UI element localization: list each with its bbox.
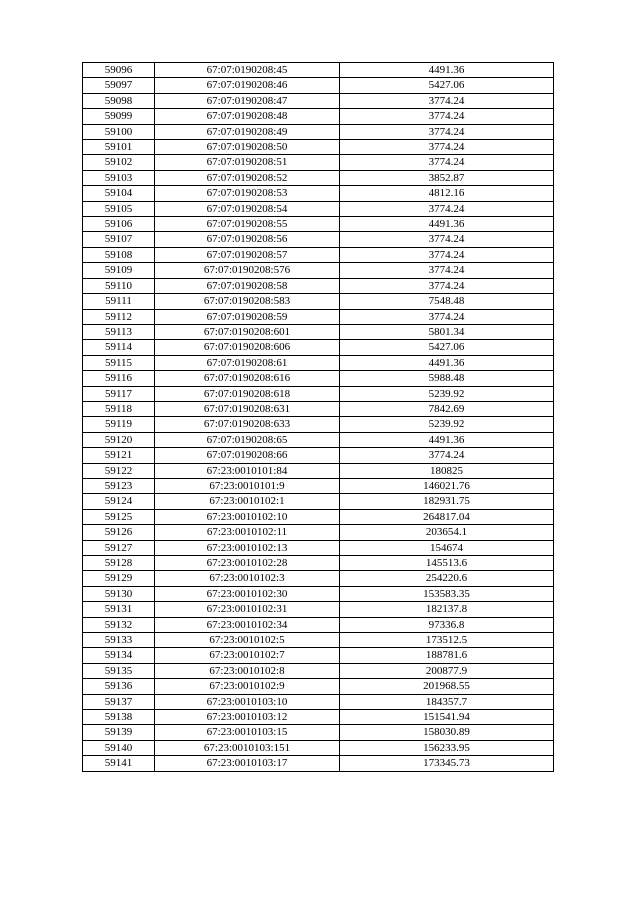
value-cell: 3774.24 bbox=[340, 140, 554, 155]
value-cell: 145513.6 bbox=[340, 556, 554, 571]
value-cell: 154674 bbox=[340, 540, 554, 555]
value-cell: 3774.24 bbox=[340, 278, 554, 293]
cadastral-number-cell: 67:07:0190208:583 bbox=[155, 294, 340, 309]
table-row bbox=[83, 525, 554, 540]
table-row bbox=[83, 324, 554, 339]
row-number-cell: 59105 bbox=[83, 201, 155, 216]
row-number-cell: 59108 bbox=[83, 247, 155, 262]
table-row bbox=[83, 63, 554, 78]
row-number-cell: 59118 bbox=[83, 401, 155, 416]
cadastral-number-cell: 67:23:0010102:11 bbox=[155, 525, 340, 540]
cadastral-number-cell: 67:23:0010102:34 bbox=[155, 617, 340, 632]
table-row bbox=[83, 710, 554, 725]
table-row bbox=[83, 309, 554, 324]
cadastral-number-cell: 67:23:0010103:12 bbox=[155, 710, 340, 725]
row-number-cell: 59115 bbox=[83, 355, 155, 370]
row-number-cell: 59141 bbox=[83, 756, 155, 771]
cadastral-number-cell: 67:23:0010102:13 bbox=[155, 540, 340, 555]
row-number-cell: 59102 bbox=[83, 155, 155, 170]
table-row bbox=[83, 586, 554, 601]
row-number-cell: 59119 bbox=[83, 417, 155, 432]
table-row bbox=[83, 432, 554, 447]
table-row bbox=[83, 401, 554, 416]
row-number-cell: 59103 bbox=[83, 170, 155, 185]
row-number-cell: 59097 bbox=[83, 78, 155, 93]
table-row bbox=[83, 355, 554, 370]
value-cell: 173512.5 bbox=[340, 633, 554, 648]
row-number-cell: 59106 bbox=[83, 217, 155, 232]
row-number-cell: 59140 bbox=[83, 740, 155, 755]
value-cell: 201968.55 bbox=[340, 679, 554, 694]
table-row bbox=[83, 217, 554, 232]
table-row bbox=[83, 663, 554, 678]
row-number-cell: 59127 bbox=[83, 540, 155, 555]
row-number-cell: 59133 bbox=[83, 633, 155, 648]
value-cell: 3852.87 bbox=[340, 170, 554, 185]
table-row bbox=[83, 540, 554, 555]
value-cell: 3774.24 bbox=[340, 247, 554, 262]
table-row bbox=[83, 571, 554, 586]
table-row bbox=[83, 725, 554, 740]
row-number-cell: 59109 bbox=[83, 263, 155, 278]
value-cell: 151541.94 bbox=[340, 710, 554, 725]
table-row bbox=[83, 494, 554, 509]
row-number-cell: 59123 bbox=[83, 478, 155, 493]
cadastral-number-cell: 67:07:0190208:54 bbox=[155, 201, 340, 216]
row-number-cell: 59138 bbox=[83, 710, 155, 725]
cadastral-number-cell: 67:07:0190208:55 bbox=[155, 217, 340, 232]
cadastral-number-cell: 67:23:0010102:7 bbox=[155, 648, 340, 663]
value-cell: 7842.69 bbox=[340, 401, 554, 416]
table-body bbox=[83, 63, 554, 772]
value-cell: 3774.24 bbox=[340, 309, 554, 324]
cadastral-number-cell: 67:07:0190208:616 bbox=[155, 371, 340, 386]
value-cell: 3774.24 bbox=[340, 263, 554, 278]
cadastral-number-cell: 67:07:0190208:606 bbox=[155, 340, 340, 355]
table-row bbox=[83, 170, 554, 185]
row-number-cell: 59113 bbox=[83, 324, 155, 339]
value-cell: 3774.24 bbox=[340, 201, 554, 216]
table-row bbox=[83, 93, 554, 108]
value-cell: 5988.48 bbox=[340, 371, 554, 386]
table-row bbox=[83, 448, 554, 463]
table-row bbox=[83, 78, 554, 93]
cadastral-number-cell: 67:07:0190208:52 bbox=[155, 170, 340, 185]
value-cell: 5801.34 bbox=[340, 324, 554, 339]
row-number-cell: 59107 bbox=[83, 232, 155, 247]
table-row bbox=[83, 417, 554, 432]
value-cell: 4491.36 bbox=[340, 217, 554, 232]
table-row bbox=[83, 694, 554, 709]
value-cell: 4812.16 bbox=[340, 186, 554, 201]
cadastral-number-cell: 67:23:0010101:84 bbox=[155, 463, 340, 478]
cadastral-number-cell: 67:23:0010102:5 bbox=[155, 633, 340, 648]
cadastral-number-cell: 67:23:0010102:31 bbox=[155, 602, 340, 617]
table-row bbox=[83, 278, 554, 293]
row-number-cell: 59129 bbox=[83, 571, 155, 586]
row-number-cell: 59111 bbox=[83, 294, 155, 309]
value-cell: 153583.35 bbox=[340, 586, 554, 601]
table-row bbox=[83, 186, 554, 201]
table-row bbox=[83, 756, 554, 771]
table-row bbox=[83, 247, 554, 262]
row-number-cell: 59116 bbox=[83, 371, 155, 386]
cadastral-number-cell: 67:07:0190208:50 bbox=[155, 140, 340, 155]
row-number-cell: 59112 bbox=[83, 309, 155, 324]
value-cell: 173345.73 bbox=[340, 756, 554, 771]
row-number-cell: 59121 bbox=[83, 448, 155, 463]
row-number-cell: 59120 bbox=[83, 432, 155, 447]
value-cell: 5427.06 bbox=[340, 78, 554, 93]
cadastral-number-cell: 67:07:0190208:57 bbox=[155, 247, 340, 262]
cadastral-number-cell: 67:23:0010102:30 bbox=[155, 586, 340, 601]
table-row bbox=[83, 509, 554, 524]
value-cell: 188781.6 bbox=[340, 648, 554, 663]
table-row bbox=[83, 232, 554, 247]
cadastral-number-cell: 67:23:0010102:9 bbox=[155, 679, 340, 694]
value-cell: 180825 bbox=[340, 463, 554, 478]
table-row bbox=[83, 679, 554, 694]
row-number-cell: 59098 bbox=[83, 93, 155, 108]
table-row bbox=[83, 201, 554, 216]
value-cell: 5239.92 bbox=[340, 417, 554, 432]
table-row bbox=[83, 263, 554, 278]
value-cell: 3774.24 bbox=[340, 232, 554, 247]
value-cell: 182137.8 bbox=[340, 602, 554, 617]
value-cell: 146021.76 bbox=[340, 478, 554, 493]
table-row bbox=[83, 140, 554, 155]
row-number-cell: 59126 bbox=[83, 525, 155, 540]
value-cell: 200877.9 bbox=[340, 663, 554, 678]
row-number-cell: 59101 bbox=[83, 140, 155, 155]
row-number-cell: 59136 bbox=[83, 679, 155, 694]
value-cell: 3774.24 bbox=[340, 448, 554, 463]
table-row bbox=[83, 340, 554, 355]
cadastral-number-cell: 67:07:0190208:576 bbox=[155, 263, 340, 278]
cadastral-number-cell: 67:07:0190208:56 bbox=[155, 232, 340, 247]
cadastral-number-cell: 67:07:0190208:49 bbox=[155, 124, 340, 139]
cadastral-number-cell: 67:07:0190208:66 bbox=[155, 448, 340, 463]
table-row bbox=[83, 124, 554, 139]
value-cell: 4491.36 bbox=[340, 355, 554, 370]
row-number-cell: 59128 bbox=[83, 556, 155, 571]
row-number-cell: 59110 bbox=[83, 278, 155, 293]
cadastral-number-cell: 67:07:0190208:601 bbox=[155, 324, 340, 339]
cadastral-number-cell: 67:07:0190208:631 bbox=[155, 401, 340, 416]
value-cell: 203654.1 bbox=[340, 525, 554, 540]
cadastral-number-cell: 67:07:0190208:61 bbox=[155, 355, 340, 370]
cadastral-number-cell: 67:23:0010102:3 bbox=[155, 571, 340, 586]
cadastral-number-cell: 67:07:0190208:618 bbox=[155, 386, 340, 401]
row-number-cell: 59124 bbox=[83, 494, 155, 509]
value-cell: 3774.24 bbox=[340, 124, 554, 139]
cadastral-number-cell: 67:23:0010103:15 bbox=[155, 725, 340, 740]
value-cell: 184357.7 bbox=[340, 694, 554, 709]
value-cell: 3774.24 bbox=[340, 93, 554, 108]
row-number-cell: 59125 bbox=[83, 509, 155, 524]
table-row bbox=[83, 155, 554, 170]
value-cell: 97336.8 bbox=[340, 617, 554, 632]
cadastral-number-cell: 67:23:0010102:10 bbox=[155, 509, 340, 524]
row-number-cell: 59135 bbox=[83, 663, 155, 678]
value-cell: 4491.36 bbox=[340, 63, 554, 78]
row-number-cell: 59122 bbox=[83, 463, 155, 478]
cadastral-number-cell: 67:23:0010102:8 bbox=[155, 663, 340, 678]
row-number-cell: 59132 bbox=[83, 617, 155, 632]
cadastral-number-cell: 67:07:0190208:47 bbox=[155, 93, 340, 108]
value-cell: 182931.75 bbox=[340, 494, 554, 509]
table-row bbox=[83, 478, 554, 493]
value-cell: 5239.92 bbox=[340, 386, 554, 401]
table-row bbox=[83, 740, 554, 755]
value-cell: 156233.95 bbox=[340, 740, 554, 755]
cadastral-number-cell: 67:23:0010103:10 bbox=[155, 694, 340, 709]
value-cell: 4491.36 bbox=[340, 432, 554, 447]
cadastral-number-cell: 67:07:0190208:46 bbox=[155, 78, 340, 93]
row-number-cell: 59100 bbox=[83, 124, 155, 139]
cadastral-value-table bbox=[82, 62, 554, 772]
row-number-cell: 59139 bbox=[83, 725, 155, 740]
row-number-cell: 59134 bbox=[83, 648, 155, 663]
cadastral-number-cell: 67:23:0010102:1 bbox=[155, 494, 340, 509]
value-cell: 3774.24 bbox=[340, 109, 554, 124]
value-cell: 264817.04 bbox=[340, 509, 554, 524]
cadastral-number-cell: 67:07:0190208:633 bbox=[155, 417, 340, 432]
row-number-cell: 59130 bbox=[83, 586, 155, 601]
table-row bbox=[83, 617, 554, 632]
table-row bbox=[83, 648, 554, 663]
table-row bbox=[83, 463, 554, 478]
table-row bbox=[83, 294, 554, 309]
cadastral-number-cell: 67:23:0010103:17 bbox=[155, 756, 340, 771]
table-row bbox=[83, 386, 554, 401]
table-row bbox=[83, 602, 554, 617]
table-row bbox=[83, 633, 554, 648]
value-cell: 3774.24 bbox=[340, 155, 554, 170]
row-number-cell: 59104 bbox=[83, 186, 155, 201]
row-number-cell: 59131 bbox=[83, 602, 155, 617]
value-cell: 158030.89 bbox=[340, 725, 554, 740]
value-cell: 5427.06 bbox=[340, 340, 554, 355]
cadastral-number-cell: 67:07:0190208:58 bbox=[155, 278, 340, 293]
cadastral-number-cell: 67:07:0190208:65 bbox=[155, 432, 340, 447]
table-row bbox=[83, 371, 554, 386]
row-number-cell: 59096 bbox=[83, 63, 155, 78]
table-row bbox=[83, 556, 554, 571]
row-number-cell: 59137 bbox=[83, 694, 155, 709]
row-number-cell: 59117 bbox=[83, 386, 155, 401]
cadastral-number-cell: 67:07:0190208:59 bbox=[155, 309, 340, 324]
value-cell: 7548.48 bbox=[340, 294, 554, 309]
cadastral-number-cell: 67:07:0190208:48 bbox=[155, 109, 340, 124]
cadastral-number-cell: 67:23:0010103:151 bbox=[155, 740, 340, 755]
cadastral-number-cell: 67:07:0190208:53 bbox=[155, 186, 340, 201]
value-cell: 254220.6 bbox=[340, 571, 554, 586]
cadastral-number-cell: 67:23:0010101:9 bbox=[155, 478, 340, 493]
table-row bbox=[83, 109, 554, 124]
cadastral-number-cell: 67:07:0190208:45 bbox=[155, 63, 340, 78]
cadastral-number-cell: 67:07:0190208:51 bbox=[155, 155, 340, 170]
row-number-cell: 59099 bbox=[83, 109, 155, 124]
cadastral-number-cell: 67:23:0010102:28 bbox=[155, 556, 340, 571]
row-number-cell: 59114 bbox=[83, 340, 155, 355]
